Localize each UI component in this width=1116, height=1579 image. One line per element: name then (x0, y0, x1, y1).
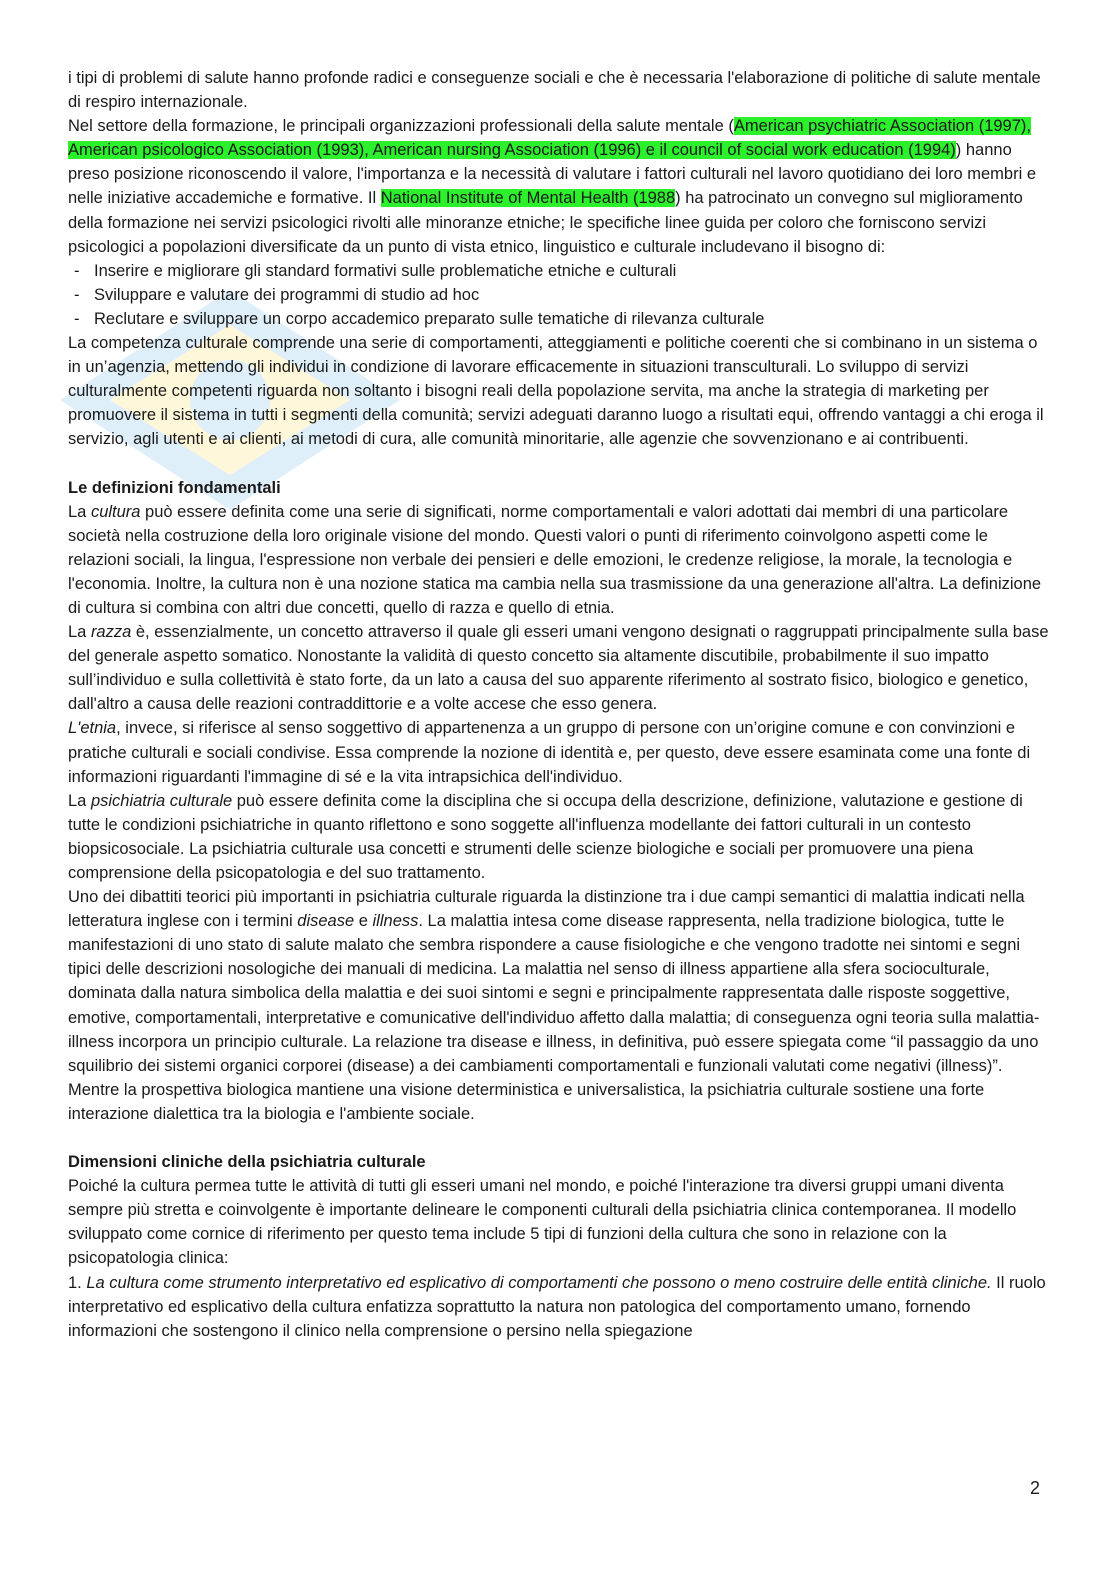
term-psichiatria-culturale: psichiatria culturale (90, 791, 233, 810)
list-item: - Inserire e migliorare gli standard formativi sulle problematiche etniche e culturali (68, 259, 1053, 283)
text-run: Uno dei dibattiti teorici più importanti in psichiatria culturale riguarda la distinzione tra i due campi semantici di malattia indicati nella letteratura inglese con i termini (68, 888, 1025, 931)
paragraph-formazione (68, 114, 1053, 259)
text-run: ) hanno preso posizione riconoscendo il valore, l'importanza e la necessità di valutare i fattori culturali nel lavoro quotidiano dei loro membri e nelle iniziative accademiche e formative. Il (68, 141, 1036, 208)
text-run: è, essenzialmente, un concetto attraverso il quale gli esseri umani vengono designati o raggruppati principalmente sulla base del generale aspetto somatico. Nonostante la validità di questo concetto sia altamente discutibile, probabilmente il suo impatto sull’individuo e sulla collettività è stato forte, da un lato a causa del suo apparente riferimento al sostrato fisico, biologico e genetico, dall'altro a causa delle reazioni contraddittorie e a volte accese che esso genera. (68, 623, 1049, 714)
term-razza: razza (90, 623, 132, 642)
text-run: e (354, 912, 373, 931)
text-run: La (68, 502, 91, 521)
list-item: - Sviluppare e valutare dei programmi di studio ad hoc (68, 283, 1053, 307)
paragraph-item1 (68, 1271, 1053, 1343)
paragraph-competenza: La competenza culturale comprende una serie di comportamenti, atteggiamenti e politiche coerenti che si combinano in un sistema o in un’agenzia, mettendo gli individui in condizione di lavorare efficacemente in situazioni transculturali. Lo sviluppo di servizi culturalmente competenti riguarda non soltanto i bisogni reali della popolazione servita, ma anche la strategia di marketing per promuovere il sistema in tutti i segmenti della comunità; servizi adeguati daranno luogo a risultati equi, offrendo vantaggi a chi eroga il servizio, agli utenti e ai clienti, ai metodi di cura, alle comunità minoritarie, alle agenzie che sovvenzionano e ai contribuenti. (68, 334, 1044, 449)
list-item: - Reclutare e sviluppare un corpo accademico preparato sulle tematiche di rilevanza culturale (68, 307, 1053, 331)
paragraph-dimensioni-intro: Poiché la cultura permea tutte le attività di tutti gli esseri umani nel mondo, e poiché l'interazione tra diversi gruppi umani diventa sempre più stretta e coinvolgente è importante delineare le componenti culturali della psichiatria clinica contemporanea. Il modello sviluppato come cornice di riferimento per questo tema include 5 tipi di funzioni della cultura che sono in relazione con la psicopatologia clinica: (68, 1177, 1017, 1268)
paragraph-razza (68, 620, 1053, 716)
text-run: Nel settore della formazione, le principali organizzazioni professionali della salute mentale ( (68, 117, 734, 136)
paragraph-etnia (68, 716, 1053, 788)
term-etnia: L'etnia (68, 719, 117, 738)
bullet-list (68, 259, 1053, 331)
text-run: ) ha patrocinato un convegno sul miglioramento della formazione nei servizi psicologici rivolti alle minoranze etniche; le specifiche linee guida per coloro che forniscono servizi psicologici a popolazioni diversificate da un punto di vista etnico, linguistico e culturale includevano il bisogno di: (68, 189, 1023, 256)
text-run: La (68, 791, 91, 810)
highlight-nimh: National Institute of Mental Health (1988 (380, 189, 676, 208)
text-run: può essere definita come la disciplina che si occupa della descrizione, definizione, valutazione e gestione di tutte le condizioni psichiatriche in quanto riflettono e sono soggette all'influenza modellante dei fattori culturali in un contesto biopsicosociale. La psichiatria culturale usa concetti e strumenti delle scienze biologiche e sociali per promuovere una piena comprensione della psicopatologia e del suo trattamento. (68, 791, 1023, 882)
paragraph-intro: i tipi di problemi di salute hanno profonde radici e conseguenze sociali e che è necessaria l'elaborazione di politiche di salute mentale di respiro internazionale. (68, 69, 1041, 112)
section-heading-dimensioni: Dimensioni cliniche della psichiatria culturale (68, 1153, 426, 1172)
term-disease: disease (297, 912, 355, 931)
term-cultura: cultura (90, 502, 141, 521)
text-run: La (68, 623, 91, 642)
text-run: . La malattia intesa come disease rappresenta, nella tradizione biologica, tutte le manifestazioni di uno stato di salute malato che sembra rispondere a cause fisiologiche e che vengono tradotte nei sintomi e segni tipici delle descrizioni nosologiche dei manuali di medicina. La malattia nel senso di illness appartiene alla sfera socioculturale, dominata dalla natura simbolica della malattia e dei suoi sintomi e segni e principalmente rappresentata dalle risposte soggettive, emotive, comportamentali, interpretative e comunicative dell'individuo affetto dalla malattia; di conseguenza ogni teoria sulla malattia-illness incorpora un principio culturale. La relazione tra disease e illness, in definitiva, può essere spiegata come “il passaggio da uno squilibrio dei sistemi organici corporei (disease) a dei cambiamenti comportamentali e funzionali valutati come negativi (illness)”. Mentre la prospettiva biologica mantiene una visione deterministica e universalistica, la psichiatria culturale sostiene una forte interazione dialettica tra la biologia e l'ambiente sociale. (68, 912, 1040, 1123)
text-run: 1. (68, 1273, 87, 1292)
item1-title: La cultura come strumento interpretativo ed esplicativo di comportamenti che possono o meno costruire delle entità cliniche. (86, 1273, 992, 1292)
highlight-organizations: American psychiatric Association (1997), American psicologico Association (1993), American nursing Association (1996) e il council of social work education (1994) (68, 117, 1031, 160)
text-run: può essere definita come una serie di significati, norme comportamentali e valori adottati dai membri di una particolare società nella costruzione della loro originale visione del mondo. Questi valori o punti di riferimento coinvolgono aspetti come le relazioni sociali, la lingua, l'espressione non verbale dei pensieri e delle emozioni, le credenze religiose, la morale, la tecnologia e l'economia. Inoltre, la cultura non è una nozione statica ma cambia nella sua trasmissione da una generazione all'altra. La definizione di cultura si combina con altri due concetti, quello di razza e quello di etnia. (68, 502, 1042, 617)
term-illness: illness (372, 912, 419, 931)
paragraph-psichiatria (68, 789, 1053, 885)
paragraph-disease-illness (68, 885, 1053, 1126)
section-heading-definizioni: Le definizioni fondamentali (68, 478, 281, 497)
text-run: Il ruolo interpretativo ed esplicativo della cultura enfatizza soprattutto la natura non patologica del comportamento umano, fornendo informazioni che sostengono il clinico nella comprensione o persino nella spiegazione (68, 1273, 1046, 1340)
document-page (68, 66, 1053, 1343)
text-run: , invece, si riferisce al senso soggettivo di appartenenza a un gruppo di persone con un’origine comune e con convinzioni e pratiche culturali e sociali condivise. Essa comprende la nozione di identità e, per questo, deve essere esaminata come una fonte di informazioni riguardanti l'immagine di sé e la vita intrapsichica dell'individuo. (68, 719, 1031, 786)
page-number: 2 (1029, 1478, 1040, 1498)
paragraph-cultura (68, 500, 1053, 620)
